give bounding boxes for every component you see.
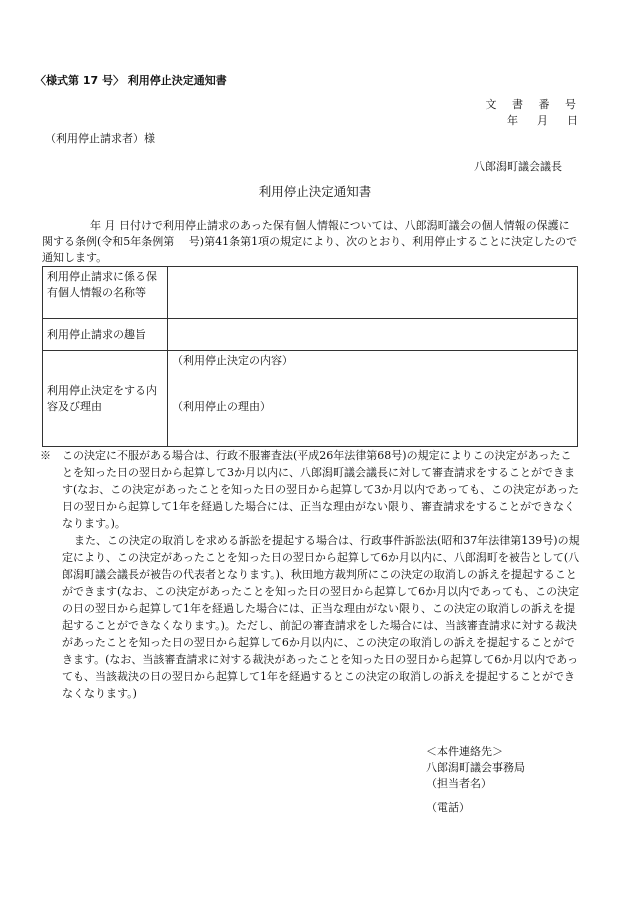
intro-paragraph: 年 月 日付けで利用停止請求のあった保有個人情報については、八郎潟町議会の個人情報の保護に関する条例(令和5年条例第 号)第41条第1項の規定により、次のとおり、利用停止することに決定したので通知します。: [42, 219, 578, 264]
document-number-label: 文 書 番 号: [485, 98, 582, 111]
table-row: [43, 351, 578, 447]
note-appeal-text: この決定に不服がある場合は、行政不服審査法(平成26年法律第68号)の規定によりこの決定があったことを知った日の翌日から起算して3か月以内に、八郎潟町議会議長に対して審査請求をすることができます(なお、この決定があったことを知った日の翌日から起算して3か月以内であっても、この決定があった日の翌日から起算して1年を経過した場合には、正当な理由がない限り、審査請求をすることができなくなります。)。: [62, 449, 579, 530]
contact-heading: ＜本件連絡先＞: [426, 745, 503, 758]
row-value-decision-content: [168, 351, 578, 447]
note-mark: ※: [40, 449, 51, 462]
addressee: （利用停止請求者）様: [45, 132, 155, 145]
contact-phone: （電話）: [426, 801, 470, 814]
notes-section: [40, 447, 582, 702]
date-line: 年 月 日: [507, 114, 582, 127]
note-paragraph-appeal: [40, 447, 582, 532]
contact-block: [426, 744, 525, 816]
row-value-info-name: [168, 267, 578, 319]
row-value-request-purpose: [168, 319, 578, 351]
contact-person: （担当者名）: [426, 777, 492, 790]
form-number: 〈様式第 17 号〉 利用停止決定通知書: [35, 74, 227, 87]
decision-content-label: （利用停止決定の内容）: [172, 354, 293, 367]
row-label-info-name: 利用停止請求に係る保有個人情報の名称等: [43, 267, 168, 319]
info-table: [42, 266, 578, 447]
table-row: [43, 319, 578, 351]
table-row: [43, 267, 578, 319]
row-label-request-purpose: 利用停止請求の趣旨: [43, 319, 168, 351]
decision-reason-label: （利用停止の理由）: [172, 400, 271, 413]
row-label-decision-content: 利用停止決定をする内容及び理由: [43, 351, 168, 447]
document-title: 利用停止決定通知書: [258, 184, 372, 199]
contact-office: 八郎潟町議会事務局: [426, 761, 525, 774]
sender: 八郎潟町議会議長: [474, 160, 562, 173]
note-paragraph-lawsuit: また、この決定の取消しを求める訴訟を提起する場合は、行政事件訴訟法(昭和37年法律第139号)の規定により、この決定があったことを知った日の翌日から起算して6か月以内に、八郎潟町を被告として(八郎潟町議会議長が被告の代表者となります。)、秋田地方裁判所にこの決定の取消しの訴えを提起することができます(なお、この決定があったことを知った日の翌日から起算して6か月以内であっても、この決定の日の翌日から起算して1年を経過した場合には、正当な理由がない限り、この決定の取消しの訴えを提起することができなくなります。)。ただし、前記の審査請求をした場合には、当該審査請求に対する裁決があったことを知った日の翌日から起算して6か月以内に、この決定の取消しの訴えを提起することができます。(なお、当該審査請求に対する裁決があったことを知った日の翌日から起算して6か月以内であっても、当該裁決の日の翌日から起算して1年を経過するとこの決定の取消しの訴えを提起することができなくなります。): [62, 534, 580, 700]
